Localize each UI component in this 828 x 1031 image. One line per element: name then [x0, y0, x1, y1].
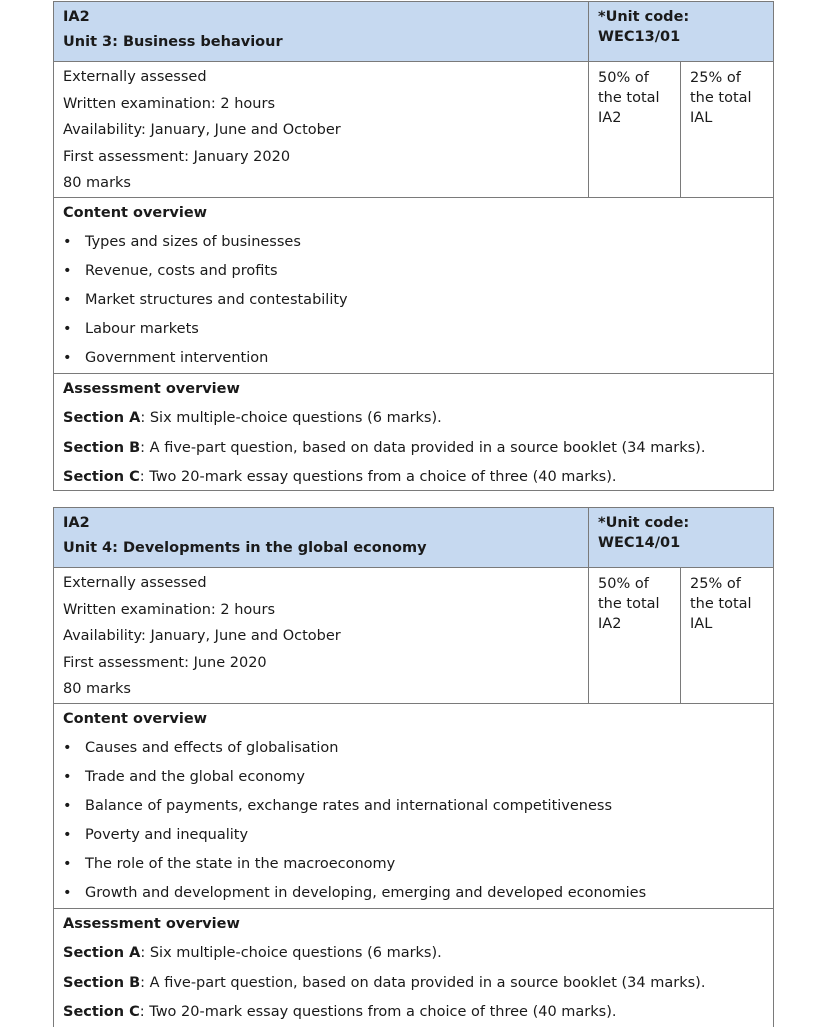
section-label: Section C: [63, 469, 140, 485]
detail-line: Availability: January, June and October: [63, 628, 341, 644]
section-text: : Two 20-mark essay questions from a choice of three (40 marks).: [139, 1004, 617, 1020]
weight-ial: [681, 568, 773, 703]
assessment-overview-title: Assessment overview: [63, 916, 240, 932]
bullet-icon: •: [63, 740, 72, 756]
section-label: Section B: [63, 974, 141, 991]
unit-info-row: [54, 568, 773, 704]
content-item: [63, 318, 764, 347]
weight-ia2: [589, 568, 681, 703]
detail-line: Externally assessed: [63, 575, 207, 591]
assessment-line: [63, 437, 764, 467]
content-item-text: Market structures and contestability: [85, 292, 348, 308]
section-text: : A five-part question, based on data provided in a source booklet (34 marks).: [140, 974, 706, 991]
weight-text: the total: [690, 596, 752, 612]
content-overview: [54, 704, 773, 909]
bullet-icon: •: [63, 350, 72, 366]
content-overview-title: Content overview: [63, 205, 208, 221]
detail-line: Externally assessed: [63, 69, 207, 85]
section-text: : Six multiple-choice questions (6 marks).: [140, 410, 442, 426]
qualification-label: IA2: [63, 515, 90, 531]
detail-line: Availability: January, June and October: [63, 122, 341, 138]
weight-text: IA2: [598, 616, 622, 632]
detail-line: 80 marks: [63, 681, 131, 697]
content-item-text: Government intervention: [85, 350, 269, 366]
content-item: [63, 737, 764, 766]
detail-line: First assessment: June 2020: [63, 654, 267, 671]
detail-line: First assessment: January 2020: [63, 148, 291, 165]
content-item: [63, 766, 764, 795]
assessment-line: [63, 1001, 764, 1031]
detail-line: Written examination: 2 hours: [63, 95, 275, 112]
unit-3-table: [53, 1, 774, 491]
bullet-icon: •: [63, 827, 72, 843]
content-item: [63, 231, 764, 260]
content-item-text: Balance of payments, exchange rates and international competitiveness: [85, 798, 613, 814]
unit-title: Unit 4: Developments in the global economy: [63, 540, 427, 556]
unit-code-cell: [589, 508, 773, 567]
unit-details: [54, 568, 589, 703]
unit-title-cell: [54, 508, 589, 567]
content-item: [63, 882, 764, 911]
weight-text: IAL: [690, 616, 713, 632]
unit-info-row: [54, 62, 773, 198]
assessment-line: [63, 407, 764, 437]
weight-text: the total: [598, 596, 660, 612]
detail-line: Written examination: 2 hours: [63, 601, 275, 618]
qualification-label: IA2: [63, 9, 90, 25]
bullet-icon: •: [63, 263, 72, 279]
weight-text: 25% of: [690, 576, 741, 592]
unit-title: Unit 3: Business behaviour: [63, 34, 283, 50]
content-item: [63, 795, 764, 824]
weight-text: the total: [598, 90, 660, 106]
weight-ial: [681, 62, 773, 197]
bullet-icon: •: [63, 292, 72, 308]
content-item: [63, 853, 764, 882]
unit-header: [54, 508, 773, 568]
section-label: Section B: [63, 439, 141, 456]
unit-4-table: [53, 507, 774, 1027]
content-item: [63, 347, 764, 376]
assessment-overview-title: Assessment overview: [63, 381, 240, 397]
bullet-icon: •: [63, 769, 72, 785]
assessment-line: [63, 942, 764, 972]
assessment-overview: [54, 909, 773, 1031]
unit-code: WEC13/01: [598, 29, 681, 45]
unit-details: [54, 62, 589, 197]
assessment-line: [63, 972, 764, 1002]
weight-text: the total: [690, 90, 752, 106]
section-label: Section A: [63, 410, 141, 426]
unit-code-label: *Unit code:: [598, 9, 690, 25]
bullet-icon: •: [63, 885, 72, 901]
section-text: : Two 20-mark essay questions from a choice of three (40 marks).: [139, 469, 617, 485]
weight-text: 50% of: [598, 576, 649, 592]
content-item-text: Growth and development in developing, emerging and developed economies: [85, 885, 647, 901]
weight-text: IAL: [690, 110, 713, 126]
content-item-text: Revenue, costs and profits: [85, 263, 278, 279]
content-item-text: Types and sizes of businesses: [85, 234, 301, 250]
content-item: [63, 289, 764, 318]
bullet-icon: •: [63, 234, 72, 250]
bullet-icon: •: [63, 798, 72, 814]
bullet-icon: •: [63, 321, 72, 337]
weight-text: 50% of: [598, 70, 649, 86]
content-item: [63, 824, 764, 853]
content-item-text: The role of the state in the macroeconomy: [85, 856, 396, 872]
section-text: : Six multiple-choice questions (6 marks).: [140, 945, 442, 961]
content-item-text: Labour markets: [85, 321, 199, 337]
unit-code-cell: [589, 2, 773, 61]
content-overview-title: Content overview: [63, 711, 208, 727]
unit-header: [54, 2, 773, 62]
section-label: Section A: [63, 945, 141, 961]
weight-text: IA2: [598, 110, 622, 126]
weight-ia2: [589, 62, 681, 197]
content-item-text: Trade and the global economy: [85, 769, 305, 785]
assessment-line: [63, 466, 764, 496]
section-text: : A five-part question, based on data provided in a source booklet (34 marks).: [140, 439, 706, 456]
weight-text: 25% of: [690, 70, 741, 86]
section-label: Section C: [63, 1004, 140, 1020]
unit-code-label: *Unit code:: [598, 515, 690, 531]
assessment-overview: [54, 374, 773, 490]
unit-code: WEC14/01: [598, 535, 681, 551]
content-item-text: Poverty and inequality: [85, 827, 249, 843]
bullet-icon: •: [63, 856, 72, 872]
unit-title-cell: [54, 2, 589, 61]
content-item: [63, 260, 764, 289]
content-item-text: Causes and effects of globalisation: [85, 740, 339, 756]
detail-line: 80 marks: [63, 175, 131, 191]
content-overview: [54, 198, 773, 374]
